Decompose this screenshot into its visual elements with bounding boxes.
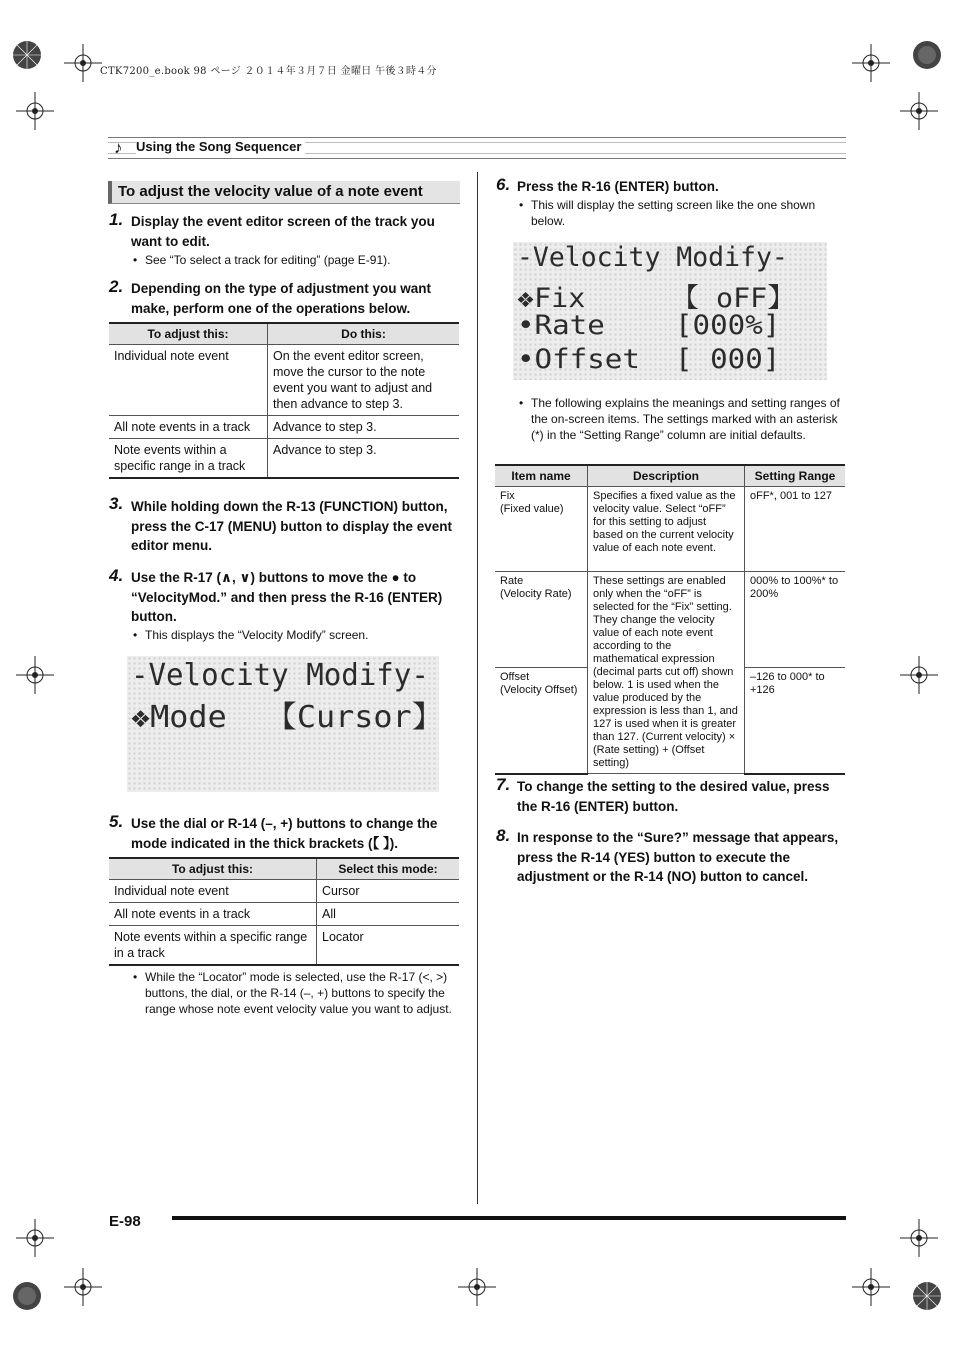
lcd-line: ❖Fix 【 oFF】: [517, 283, 796, 314]
table-cell: Cursor: [317, 880, 460, 903]
table-row: [109, 903, 459, 926]
crosshair-mark: [16, 92, 54, 130]
step-number: 5.: [109, 812, 124, 831]
table-cell: oFF*, 001 to 127: [745, 487, 846, 572]
crosshair-mark: [900, 656, 938, 694]
table-cell: [495, 572, 588, 668]
table-header-row: [109, 323, 459, 345]
lcd-screen-velocity-modify-settings: [513, 242, 827, 380]
registration-rosette-top-left: [12, 40, 42, 70]
column-header: Select this mode:: [317, 858, 460, 880]
table-cell: All: [317, 903, 460, 926]
table-cell: These settings are enabled only when the “oFF” is selected for the “Fix” setting. They change the velocity value of each note event according to the mathematical expression (decimal parts cut off) shown below. 1 is used when the value produced by the expression is less than 1, and 127 is used when it is greater than 127. (Current velocity) × (Rate setting) + (Offset setting): [588, 572, 745, 774]
crosshair-mark: [900, 1219, 938, 1257]
column-header: Item name: [495, 465, 588, 487]
crosshair-mark: [16, 1219, 54, 1257]
column-header: To adjust this:: [109, 858, 317, 880]
table-cell: All note events in a track: [109, 416, 268, 439]
step-text: To change the setting to the desired value, press the R-16 (ENTER) button.: [517, 779, 830, 814]
step-text: Display the event editor screen of the track you want to edit.: [131, 214, 435, 249]
step-text: Use the R-17 (∧, ∨) buttons to move the ● to “VelocityMod.” and then press the R-16 (ENTER) button.: [131, 570, 443, 624]
step-note: • The following explains the meanings and setting ranges of the on-screen items. The settings marked with an asterisk (*) in the “Setting Range” column are initial defaults.: [519, 396, 840, 442]
table-cell: [495, 668, 588, 774]
step-number: 3.: [109, 494, 124, 513]
table-header-row: [495, 465, 845, 487]
table-cell: Individual note event: [109, 880, 317, 903]
table-cell: Locator: [317, 926, 460, 966]
item-name: Fix: [500, 490, 515, 502]
step-note: • This will display the setting screen like the one shown below.: [519, 198, 816, 228]
step-note: • This displays the “Velocity Modify” screen.: [133, 628, 369, 642]
step-number: 1.: [109, 210, 124, 229]
table-cell: On the event editor screen, move the cursor to the note event you want to adjust and then advance to step 3.: [268, 345, 460, 416]
crosshair-mark: [852, 1268, 890, 1306]
table-header-row: [109, 858, 459, 880]
crosshair-mark: [900, 92, 938, 130]
lcd-line: -Velocity Modify-: [131, 658, 429, 693]
section-header: [108, 137, 846, 159]
step-number: 4.: [109, 566, 124, 585]
table-cell: Specifies a fixed value as the velocity value. Select “oFF” for this setting to adjust based on the current velocity value of each note event.: [588, 487, 745, 572]
step-number: 7.: [496, 775, 511, 794]
step-text: Use the dial or R-14 (–, +) buttons to change the mode indicated in the thick brackets (【 】).: [131, 816, 438, 851]
table-row: [109, 345, 459, 416]
lcd-line: •Rate [000%]: [517, 310, 781, 341]
crosshair-mark: [64, 44, 102, 82]
item-subname: (Velocity Rate): [500, 588, 572, 600]
step-number: 2.: [109, 277, 124, 296]
table-cell: Individual note event: [109, 345, 268, 416]
crosshair-mark: [458, 1268, 496, 1306]
section-title: Using the Song Sequencer: [136, 139, 305, 154]
table-row: [109, 439, 459, 479]
lcd-line: -Velocity Modify-: [517, 242, 788, 273]
table-row: [495, 487, 845, 572]
table-cell: Advance to step 3.: [268, 439, 460, 479]
table-cell: Advance to step 3.: [268, 416, 460, 439]
step-text: Depending on the type of adjustment you want make, perform one of the operations below.: [131, 281, 432, 316]
crosshair-mark: [852, 44, 890, 82]
lcd-line: ❖Mode 【Cursor】: [131, 700, 444, 735]
registration-rosette-bottom-right: [912, 1281, 942, 1311]
setting-items-table: [495, 464, 845, 775]
table-cell: All note events in a track: [109, 903, 317, 926]
lcd-screen-velocity-modify-mode: [127, 656, 444, 792]
column-divider: [477, 172, 478, 1204]
table-cell: 000% to 100%* to 200%: [745, 572, 846, 668]
column-header: To adjust this:: [109, 323, 268, 345]
step-text: In response to the “Sure?” message that appears, press the R-14 (YES) button to execute the adjustment or the R-14 (NO) button to cancel.: [517, 830, 839, 884]
step-note: • While the “Locator” mode is selected, use the R-17 (<, >) buttons, the dial, or the R-14 (–, +) buttons to specify the range whose note event velocity value you want to adjust.: [133, 970, 452, 1016]
crosshair-mark: [64, 1268, 102, 1306]
item-subname: (Velocity Offset): [500, 684, 578, 697]
table-cell: –126 to 000* to +126: [745, 668, 846, 774]
step-text: While holding down the R-13 (FUNCTION) button, press the C-17 (MENU) button to display the event editor menu.: [131, 499, 453, 553]
item-name: Rate: [500, 575, 524, 587]
item-name: Offset: [500, 671, 530, 684]
column-header: Do this:: [268, 323, 460, 345]
step-note: • See “To select a track for editing” (page E-91).: [133, 253, 391, 267]
step-text: Press the R-16 (ENTER) button.: [517, 179, 719, 194]
registration-rosette-bottom-left: [12, 1281, 42, 1311]
lcd-line: •Offset [ 000]: [517, 344, 781, 375]
footer-rule: [172, 1216, 846, 1220]
table-row: [109, 416, 459, 439]
table-row: [109, 926, 459, 966]
column-header: Setting Range: [745, 465, 846, 487]
mode-select-table: [109, 857, 459, 966]
column-header: Description: [588, 465, 745, 487]
table-cell: Note events within a specific range in a track: [109, 926, 317, 966]
table-row: [495, 572, 845, 668]
table-row: [109, 880, 459, 903]
table-cell: Note events within a specific range in a track: [109, 439, 268, 479]
registration-rosette-top-right: [912, 40, 942, 70]
music-note-icon: ♪: [114, 138, 123, 157]
crosshair-mark: [16, 656, 54, 694]
book-info-line: CTK7200_e.book 98 ページ ２０１４年３月７日 金曜日 午後３時４分: [100, 66, 437, 77]
table-cell: [495, 487, 588, 572]
step-number: 8.: [496, 826, 511, 845]
page-number: E-98: [109, 1213, 141, 1230]
adjust-operations-table: [109, 322, 459, 479]
step-number: 6.: [496, 175, 511, 194]
subsection-heading: To adjust the velocity value of a note event: [108, 181, 460, 204]
item-subname: (Fixed value): [500, 503, 564, 515]
